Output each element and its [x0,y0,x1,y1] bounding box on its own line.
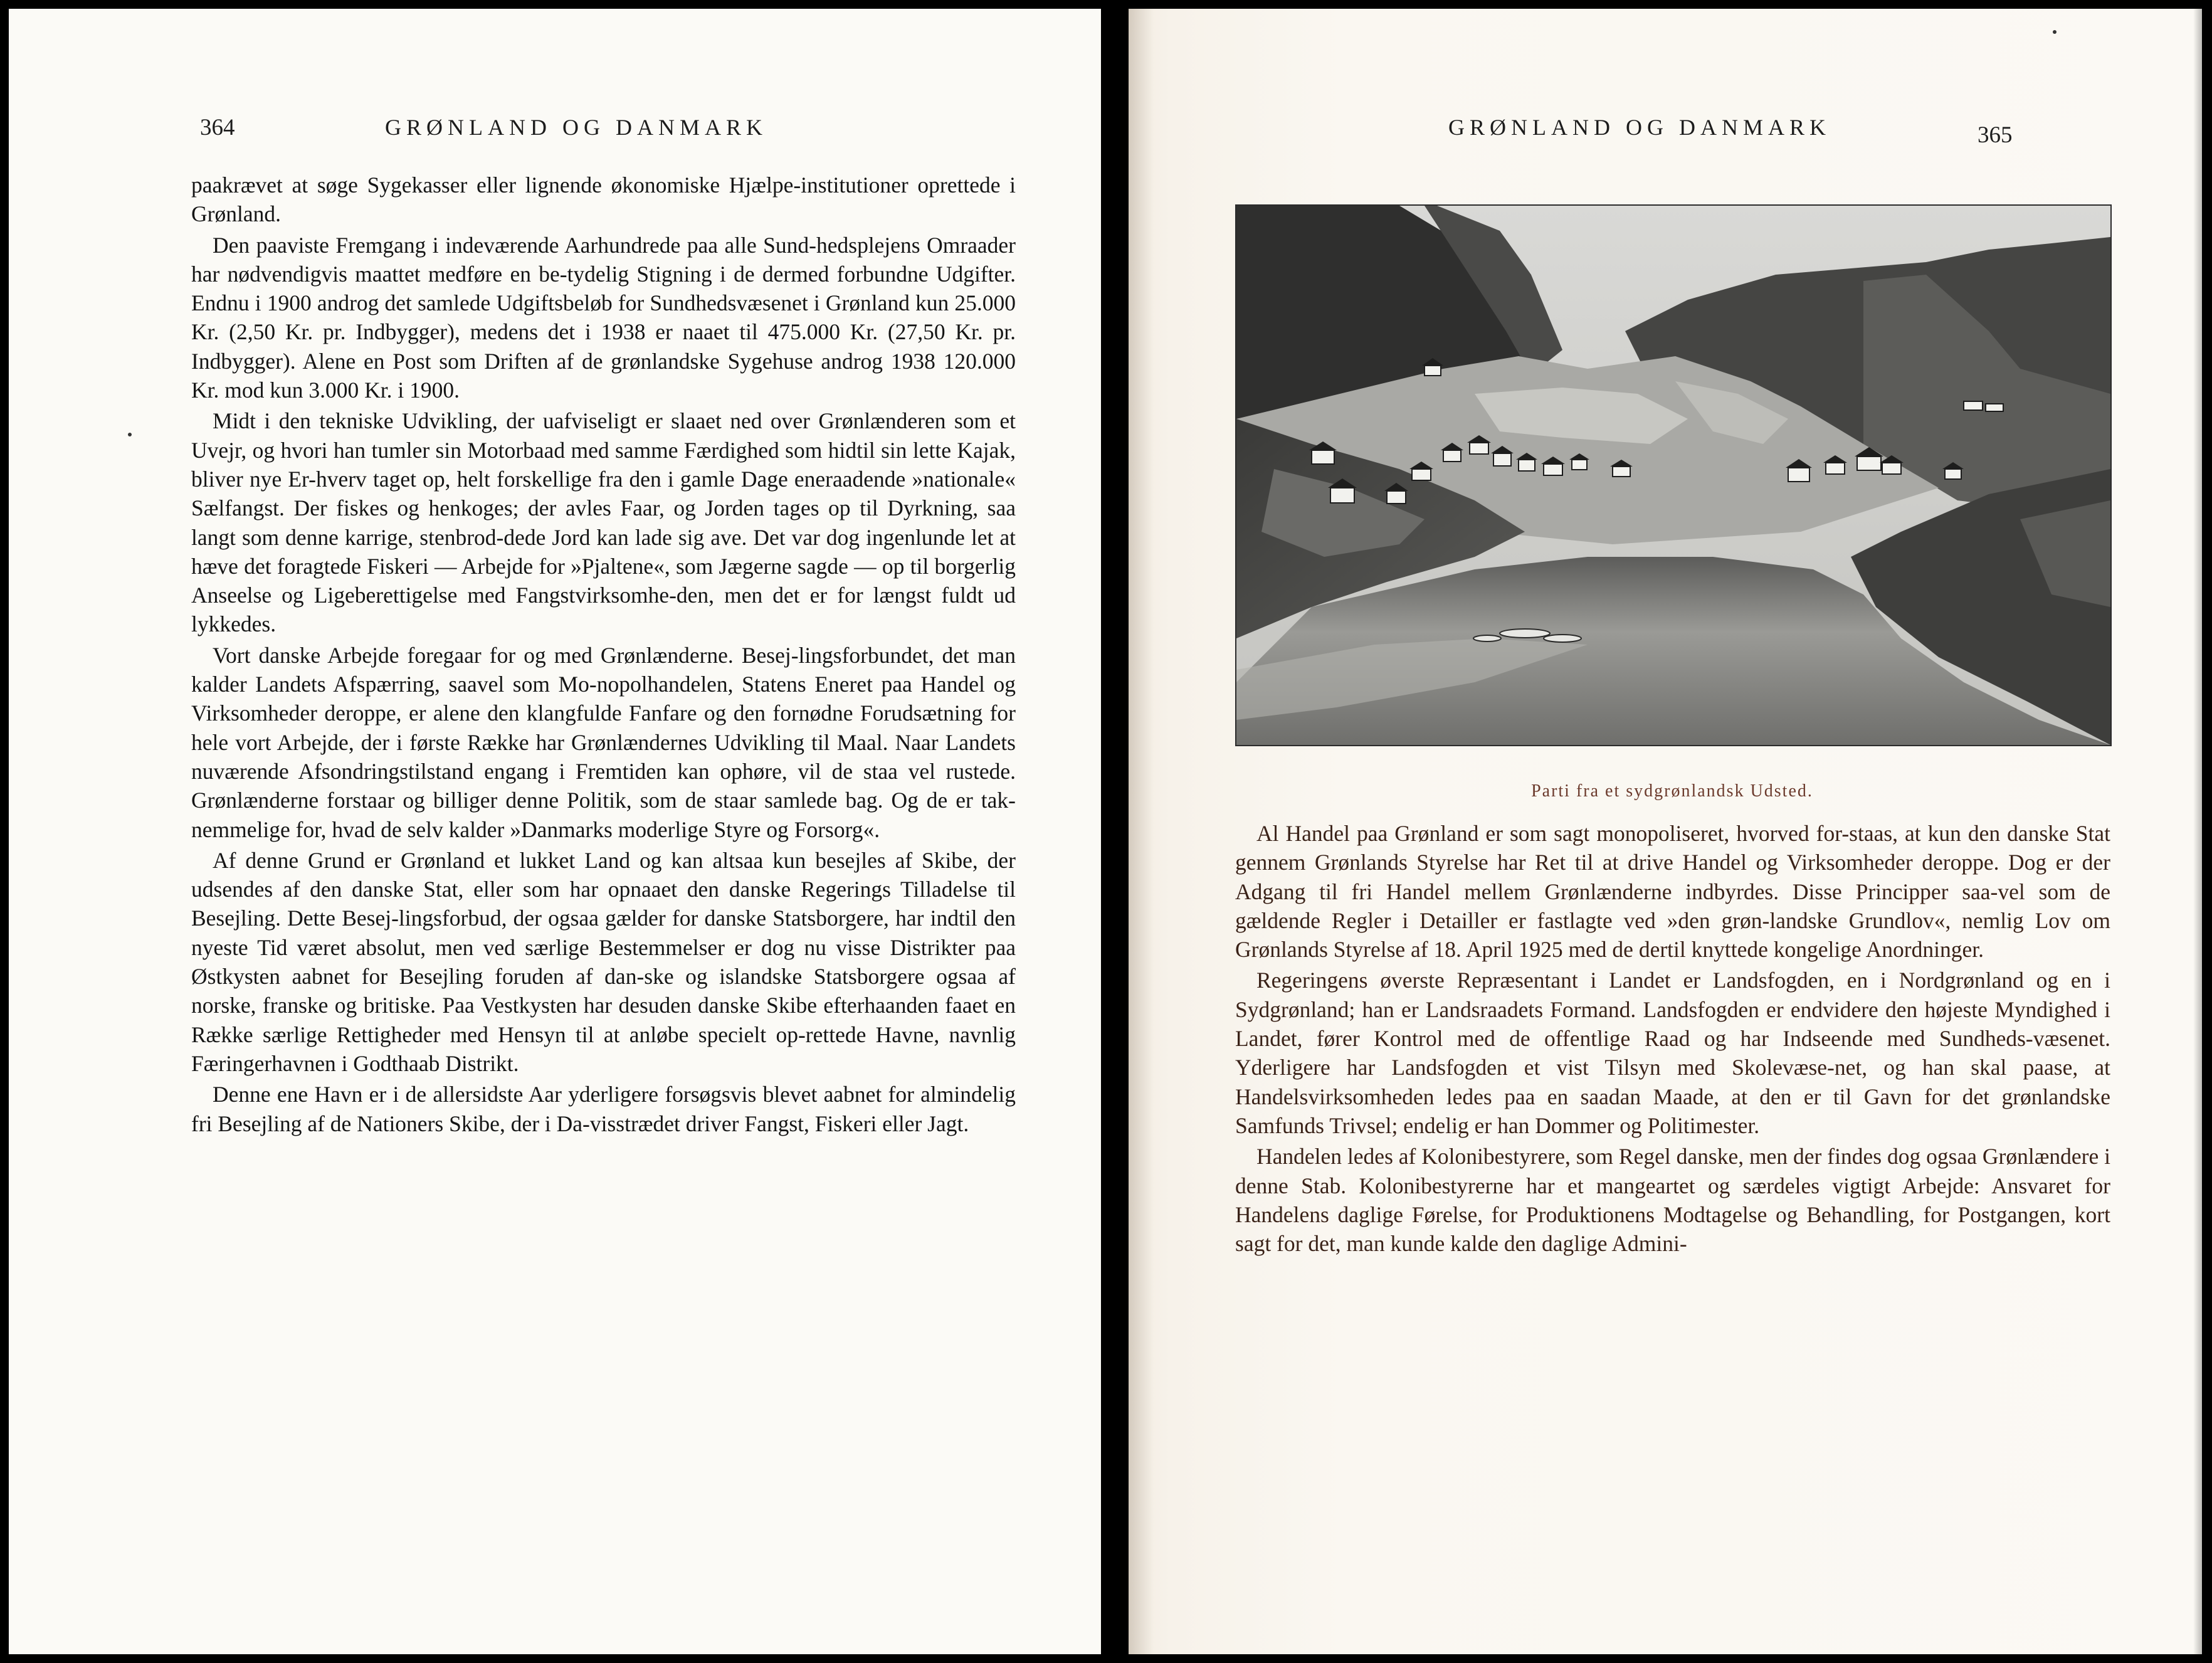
paragraph: Al Handel paa Grønland er som sagt monopoliseret, hvorved for-staas, at kun den danske Stat gennem Grønlands Styrelse har Ret til at drive Handel og Virksomheder deroppe. Dog er der Adgang til fri Handel mellem Grønlænderne indbyrdes. Disse Principper saa-vel som de gældende Regler i Detailler er fastlagte ved »den grøn-landske Grundlov«, nemlig Lov om Grønlands Styrelse af 18. April 1925 med de dertil knyttede kongelige Anordninger. [1235,821,2110,963]
right-page-body [1235,819,2110,1258]
paragraph: Vort danske Arbejde foregaar for og med Grønlænderne. Besej-lingsforbundet, det man kalder Landets Afspærring, saavel som Mo-nopolhandelen, Statens Eneret paa Handel og Virksomheder deroppe, er alene den klangfulde Fanfare og den fornødne Forudsætning for hele vort Arbejde, der i første Række har Grønlændernes Udvikling til Maal. Naar Landets nuværende Afsondringstilstand engang i Fremtiden kan ophøre, vil de staa vel rustede. Grønlænderne forstaar og billiger denne Politik, som de staar samlede bag. Og de er tak-nemmelige for, hvad de selv kalder »Danmarks moderlige Styre og Forsorg«. [191,642,1016,842]
left-page [9,9,1101,1654]
paragraph: paakrævet at søge Sygekasser eller lignende økonomiske Hjælpe-institutioner oprettede i Grønland. [191,172,1016,227]
paragraph: Handelen ledes af Kolonibestyrere, som Regel danske, men der findes dog ogsaa Grønlændere i denne Stab. Kolonibestyrerne har et mangeartet og særdeles vigtigt Arbejde: Ansvaret for Handelens daglige Førelse, for Produktionens Modtagelse og Behandling, for Postgangen, kort sagt for det, man kunde kalde den daglige Admini- [1235,1144,2110,1257]
gutter-shadow [1129,9,1154,1654]
page-number: 364 [200,115,235,140]
settlement-photo [1235,204,2112,746]
page-number: 365 [1978,122,2013,148]
scan-speck [2053,30,2057,34]
paragraph: Denne ene Havn er i de allersidste Aar yderligere forsøgsvis blevet aabnet for almindelig fri Besejling af de Nationers Skibe, der i Da-visstrædet driver Fangst, Fiskeri eller Jagt. [191,1082,1016,1136]
paragraph: Midt i den tekniske Udvikling, der uafviseligt er slaaet ned over Grønlænderen som et Uvejr, og hvori han tumler sin Motorbaad med samme Færdighed som hidtil sin lette Kajak, bliver nye Er-hverv taget op, helt forskellige fra den i gamle Dage eneraadende »nationale« Sælfangst. Der fiskes og henkoges; der avles Faar, og Jorden tages op til Dyrkning, saa langt som denne karrige, stenbrod-dede Jord kan lade sig ave. Det var dog ingenlunde let at hæve det foragtede Fiskeri — Arbejde for »Pjaltene«, som Jægerne sagde — op til borgerlig Anseelse og Ligeberettigelse med Fangstvirksomhe-den, men det er for længst fuldt ud lykkedes. [191,408,1016,637]
photo-illustration [1236,206,2110,745]
left-page-body [191,171,1016,1138]
running-head: GRØNLAND OG DANMARK [1448,115,1831,140]
running-head: GRØNLAND OG DANMARK [385,115,767,140]
scan-speck [128,433,132,436]
paragraph: Regeringens øverste Repræsentant i Landet er Landsfogden, en i Nordgrønland og en i Sydgrønland; han er Landsraadets Formand. Landsfogden er endvidere den højeste Myndighed i Landet, fører Kontrol med de offentlige Raad og har Indseende med Sundheds-væsenet. Yderligere har Landsfogden et vist Tilsyn med Skolevæse-net, og han skal paase, at Handelsvirksomheden ledes paa en saadan Maade, at den er til Gavn for det grønlandske Samfunds Trivsel; endelig er han Dommer og Politimester. [1235,968,2110,1138]
paragraph: Den paaviste Fremgang i indeværende Aarhundrede paa alle Sund-hedsplejens Omraader har nødvendigvis maattet medføre en be-tydelig Stigning i de dermed forbundne Udgifter. Endnu i 1900 androg det samlede Udgiftsbeløb for Sundhedsvæsenet i Grønland kun 25.000 Kr. (2,50 Kr. pr. Indbygger), medens det i 1938 er naaet til 475.000 Kr. (27,50 Kr. pr. Indbygger). Alene en Post som Driften af de grønlandske Sygehuse androg 1938 120.000 Kr. mod kun 3.000 Kr. i 1900. [191,232,1016,403]
paragraph: Af denne Grund er Grønland et lukket Land og kan altsaa kun besejles af Skibe, der udsendes af den danske Stat, eller som har opnaaet den danske Regerings Tilladelse til Besejling. Dette Besej-lingsforbud, der ogsaa gælder for danske Statsborgere, har indtil den nyeste Tid været absolut, men ved særlige Bestemmelser er dog nu visse Distrikter paa Østkysten aabnet for Besejling foruden af dan-ske og islandske Statsborgere ogsaa af norske, franske og britiske. Paa Vestkysten har desuden danske Skibe efterhaanden faaet en Række særlige Rettigheder med Hensyn til at anløbe specielt op-rettede Havne, navnlig Færingerhavnen i Godthaab Distrikt. [191,847,1016,1076]
page-edge-shadow [2193,9,2202,1654]
right-page [1129,9,2202,1654]
photo-caption: Parti fra et sydgrønlandsk Udsted. [1531,781,1813,801]
